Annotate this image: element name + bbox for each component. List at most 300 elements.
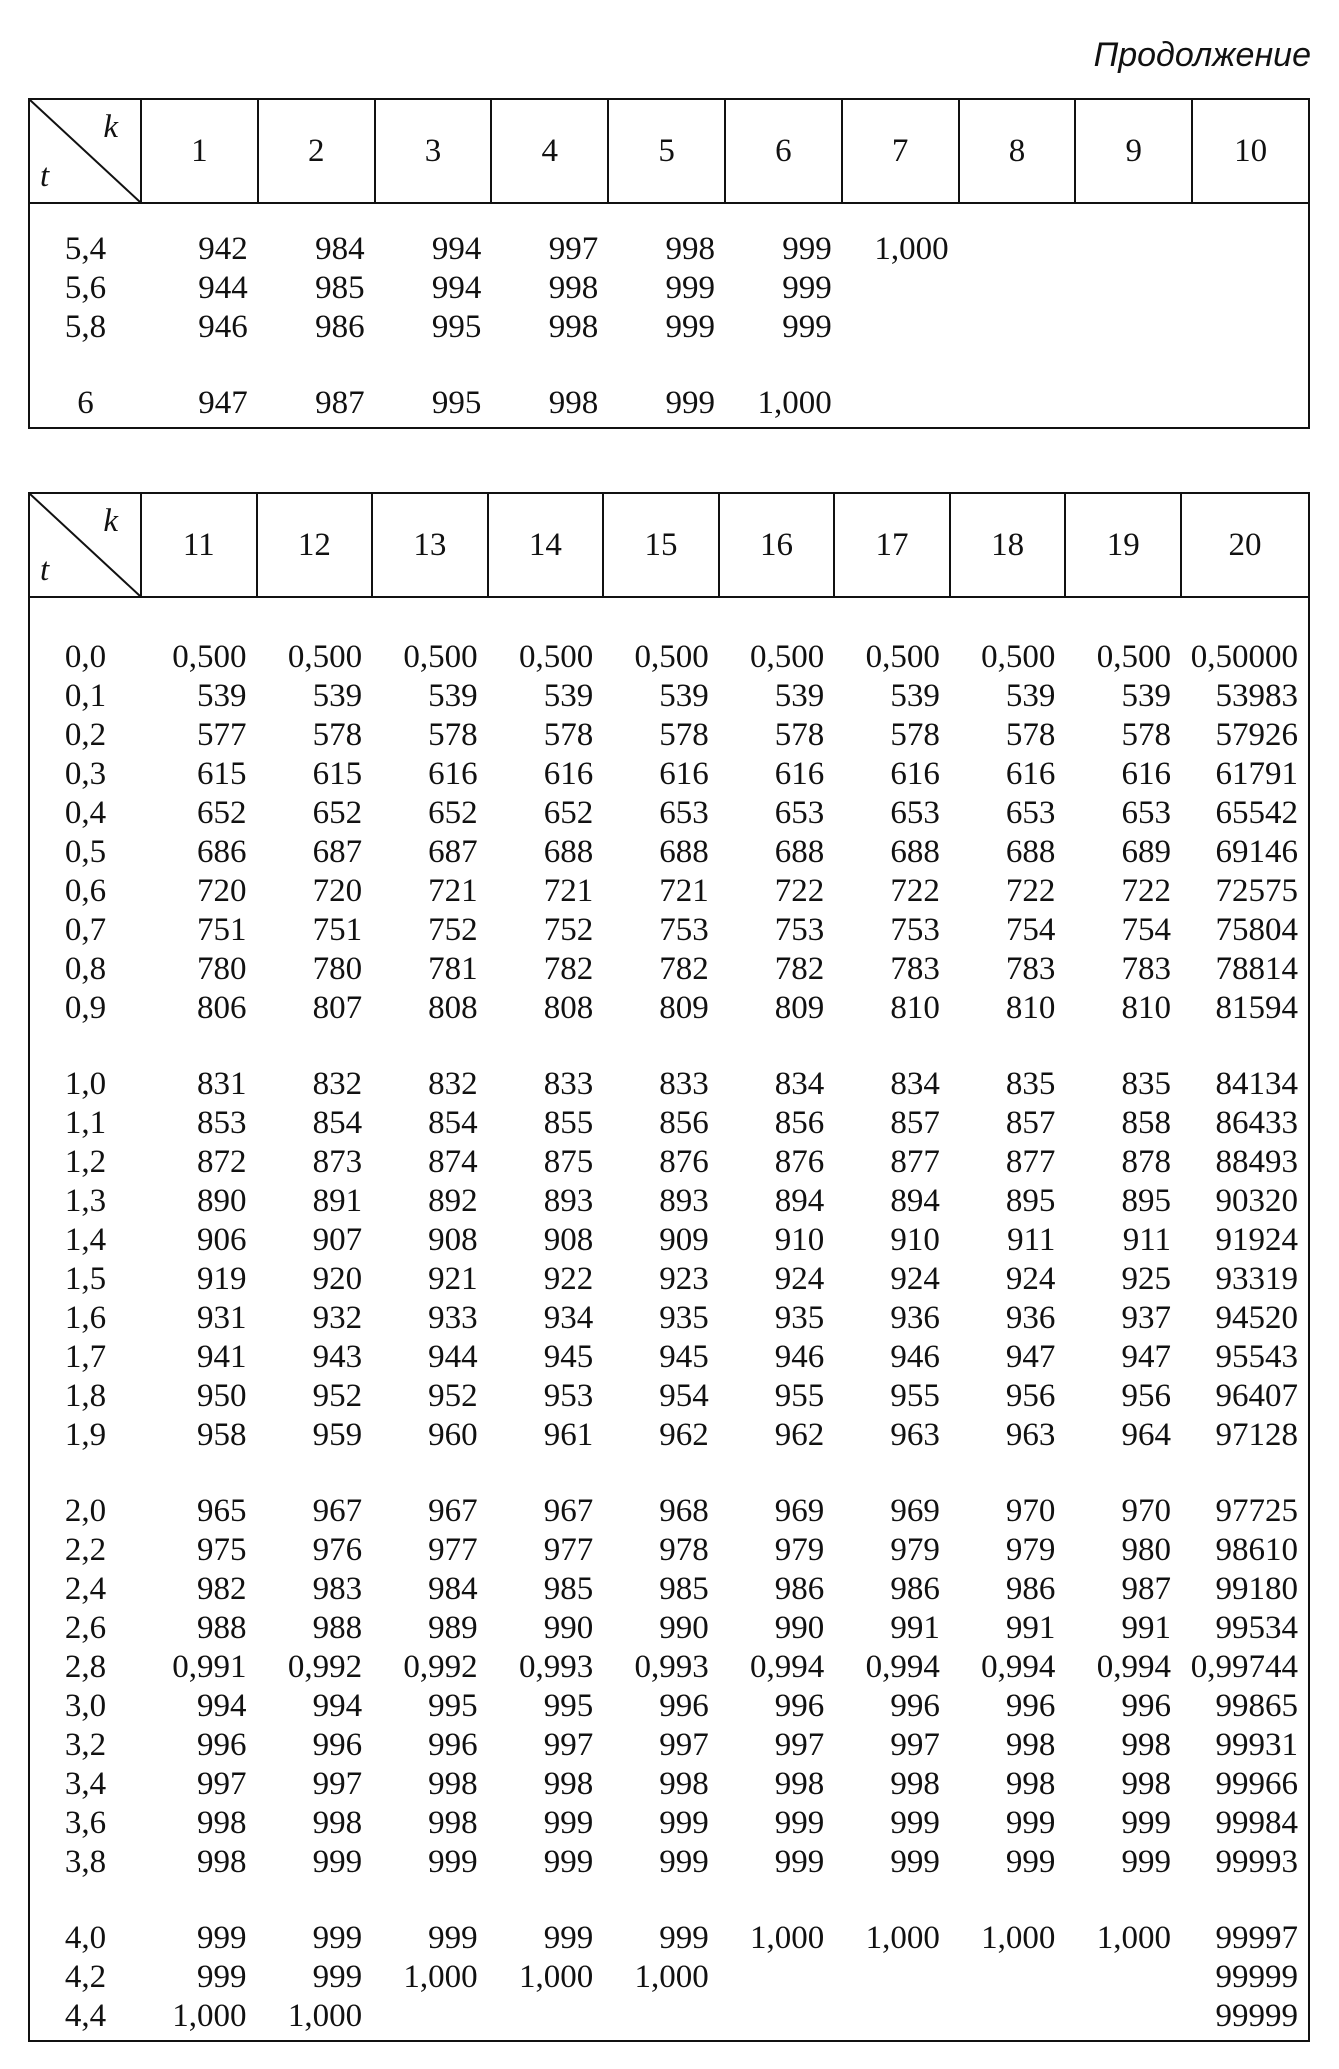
- probability-cell: 999: [1005, 1805, 1056, 1841]
- probability-cell: [719, 1997, 835, 2041]
- probability-cell: 998: [1121, 1766, 1171, 1802]
- table-body: [29, 597, 1309, 2041]
- probability-cell: 976: [312, 1532, 363, 1568]
- probability-cell: 946: [198, 309, 248, 345]
- t-value-cell: 5,6: [64, 270, 107, 306]
- probability-cell: 539: [312, 678, 363, 714]
- table-row: [29, 1997, 1309, 2041]
- probability-cell: [959, 269, 1076, 308]
- header-row: [29, 99, 1309, 203]
- table-row: [29, 911, 1309, 950]
- table-row: [29, 1182, 1309, 1221]
- probability-cell: 994: [431, 270, 482, 306]
- probability-cell: 721: [659, 873, 709, 909]
- probability-cell: 989: [428, 1610, 478, 1646]
- probability-cell: 616: [543, 756, 594, 792]
- probability-cell: 895: [1121, 1183, 1171, 1219]
- probability-cell: 999: [428, 1844, 478, 1880]
- probability-cell: 0,500: [865, 639, 940, 675]
- probability-cell: 616: [774, 756, 825, 792]
- probability-cell: 0,50000: [1190, 639, 1298, 675]
- table-row: [29, 1143, 1309, 1182]
- probability-cell: 995: [431, 309, 482, 345]
- table-row: [29, 1843, 1309, 1882]
- probability-cell: 99999: [1215, 1998, 1298, 2034]
- t-value-cell: 1,1: [64, 1105, 107, 1141]
- column-header-k: 6: [725, 99, 842, 203]
- probability-cell: 950: [197, 1378, 247, 1414]
- probability-cell: [842, 384, 959, 428]
- probability-cell: 935: [659, 1300, 709, 1336]
- probability-cell: 0,994: [981, 1649, 1056, 1685]
- t-value-cell: 1,6: [64, 1300, 107, 1336]
- probability-cell: 807: [312, 990, 363, 1026]
- probability-cell: 877: [890, 1144, 940, 1180]
- probability-cell: [842, 308, 959, 347]
- t-value-cell: 4,0: [64, 1920, 107, 1956]
- probability-cell: 906: [197, 1222, 247, 1258]
- probability-cell: [372, 1997, 488, 2041]
- probability-cell: 955: [890, 1378, 940, 1414]
- t-value-cell: 5,8: [64, 309, 107, 345]
- probability-cell: 84134: [1215, 1066, 1298, 1102]
- probability-cell: 977: [543, 1532, 594, 1568]
- continuation-caption: Продолжение: [1093, 36, 1311, 74]
- probability-cell: 616: [428, 756, 478, 792]
- table-row: [29, 1377, 1309, 1416]
- table-row: [29, 794, 1309, 833]
- probability-cell: 997: [659, 1727, 709, 1763]
- probability-cell: 998: [197, 1844, 247, 1880]
- probability-cell: 688: [1005, 834, 1056, 870]
- probability-cell: 967: [428, 1493, 478, 1529]
- table-row: [29, 1260, 1309, 1299]
- probability-cell: 922: [543, 1261, 594, 1297]
- probability-cell: 909: [659, 1222, 709, 1258]
- probability-cell: 946: [890, 1339, 940, 1375]
- column-header-k: 16: [719, 493, 835, 597]
- table-row: [29, 1492, 1309, 1531]
- probability-cell: 908: [428, 1222, 478, 1258]
- probability-cell: [1192, 308, 1309, 347]
- probability-cell: 999: [782, 309, 832, 345]
- probability-cell: 996: [659, 1688, 709, 1724]
- probability-cell: 782: [659, 951, 709, 987]
- probability-cell: 984: [315, 231, 365, 267]
- t-value-cell: 3,2: [64, 1727, 107, 1763]
- probability-cell: 985: [659, 1571, 709, 1607]
- probability-cell: 810: [1121, 990, 1171, 1026]
- probability-cell: 99931: [1215, 1727, 1298, 1763]
- probability-cell: [959, 203, 1076, 269]
- table-row: [29, 1570, 1309, 1609]
- table-row: [29, 755, 1309, 794]
- probability-cell: 857: [890, 1105, 940, 1141]
- probability-cell: 539: [543, 678, 594, 714]
- probability-cell: 754: [1121, 912, 1171, 948]
- probability-cell: 539: [197, 678, 247, 714]
- t-value-cell: 0,5: [64, 834, 107, 870]
- column-header-k: 8: [959, 99, 1076, 203]
- probability-cell: 937: [1121, 1300, 1171, 1336]
- probability-cell: 539: [1005, 678, 1056, 714]
- probability-cell: 994: [197, 1688, 247, 1724]
- probability-cell: 999: [543, 1920, 594, 1956]
- probability-cell: 61791: [1215, 756, 1298, 792]
- probability-cell: 539: [890, 678, 940, 714]
- probability-cell: 88493: [1215, 1144, 1298, 1180]
- row-gap: [29, 347, 1309, 384]
- probability-cell: 998: [543, 1766, 594, 1802]
- probability-cell: 0,500: [172, 639, 247, 675]
- probability-cell: 90320: [1215, 1183, 1298, 1219]
- probability-cell: 983: [312, 1571, 363, 1607]
- probability-cell: 0,500: [403, 639, 478, 675]
- probability-cell: 872: [197, 1144, 247, 1180]
- row-gap: [29, 1455, 1309, 1492]
- probability-cell: 998: [774, 1766, 825, 1802]
- probability-cell: 0,992: [403, 1649, 478, 1685]
- probability-cell: 969: [890, 1493, 940, 1529]
- probability-cell: 990: [659, 1610, 709, 1646]
- t-value-cell: 0,9: [64, 990, 107, 1026]
- probability-cell: 986: [315, 309, 365, 345]
- probability-cell: 969: [774, 1493, 825, 1529]
- probability-cell: 99993: [1215, 1844, 1298, 1880]
- probability-cell: 988: [197, 1610, 247, 1646]
- probability-cell: 722: [1121, 873, 1171, 909]
- probability-cell: 997: [890, 1727, 940, 1763]
- t-value-cell: 1,9: [64, 1417, 107, 1453]
- column-header-k: 13: [372, 493, 488, 597]
- probability-cell: 652: [197, 795, 247, 831]
- probability-cell: 1,000: [874, 231, 949, 267]
- probability-cell: 753: [774, 912, 825, 948]
- probability-cell: 688: [543, 834, 594, 870]
- probability-cell: [1065, 1958, 1181, 1997]
- column-header-k: 11: [141, 493, 257, 597]
- probability-cell: 893: [543, 1183, 594, 1219]
- table-row: [29, 1726, 1309, 1765]
- probability-cell: 578: [774, 717, 825, 753]
- probability-cell: 970: [1121, 1493, 1171, 1529]
- probability-cell: 91924: [1215, 1222, 1298, 1258]
- probability-cell: 69146: [1215, 834, 1298, 870]
- probability-cell: 943: [312, 1339, 363, 1375]
- probability-cell: 86433: [1215, 1105, 1298, 1141]
- t-value-cell: 0,8: [64, 951, 107, 987]
- probability-cell: 998: [1121, 1727, 1171, 1763]
- probability-cell: 999: [312, 1844, 363, 1880]
- probability-cell: 996: [197, 1727, 247, 1763]
- probability-cell: 945: [543, 1339, 594, 1375]
- probability-cell: [959, 384, 1076, 428]
- row-gap: [29, 1028, 1309, 1065]
- probability-cell: 942: [198, 231, 248, 267]
- probability-cell: 979: [890, 1532, 940, 1568]
- header-row: [29, 493, 1309, 597]
- probability-cell: 688: [659, 834, 709, 870]
- table-row: [29, 1958, 1309, 1997]
- probability-cell: [834, 1997, 950, 2041]
- probability-cell: 833: [543, 1066, 594, 1102]
- probability-cell: 783: [890, 951, 940, 987]
- probability-cell: 998: [428, 1805, 478, 1841]
- probability-cell: 961: [543, 1417, 594, 1453]
- probability-cell: 752: [543, 912, 594, 948]
- probability-cell: 934: [543, 1300, 594, 1336]
- probability-cell: 924: [774, 1261, 825, 1297]
- probability-cell: 999: [665, 309, 715, 345]
- probability-cell: 998: [665, 231, 715, 267]
- probability-cell: 686: [197, 834, 247, 870]
- probability-cell: 616: [890, 756, 940, 792]
- table-row: [29, 1609, 1309, 1648]
- probability-cell: 959: [312, 1417, 363, 1453]
- column-header-k: 3: [375, 99, 492, 203]
- probability-cell: 539: [659, 678, 709, 714]
- column-header-k: 5: [608, 99, 725, 203]
- table-row: [29, 597, 1309, 677]
- probability-cell: 923: [659, 1261, 709, 1297]
- probability-cell: 998: [312, 1805, 363, 1841]
- probability-cell: 970: [1005, 1493, 1056, 1529]
- probability-cell: 997: [543, 1727, 594, 1763]
- table-body: [29, 203, 1309, 428]
- table-row: [29, 1765, 1309, 1804]
- corner-header-cell: [29, 99, 141, 203]
- t-value-cell: 3,4: [64, 1766, 107, 1802]
- gap-cell: [29, 1028, 1309, 1065]
- probability-cell: 806: [197, 990, 247, 1026]
- probability-cell: 858: [1121, 1105, 1171, 1141]
- probability-cell: 578: [890, 717, 940, 753]
- probability-cell: 962: [774, 1417, 825, 1453]
- table-row: [29, 1804, 1309, 1843]
- probability-cell: 892: [428, 1183, 478, 1219]
- probability-cell: 999: [665, 270, 715, 306]
- gap-cell: [29, 1882, 1309, 1919]
- probability-cell: [950, 1958, 1066, 1997]
- probability-cell: 808: [543, 990, 594, 1026]
- table-k1-10: [28, 98, 1310, 429]
- probability-cell: 0,99744: [1190, 1649, 1298, 1685]
- probability-cell: 999: [1121, 1844, 1171, 1880]
- probability-cell: 985: [315, 270, 365, 306]
- column-header-k: 14: [488, 493, 604, 597]
- table-row: [29, 269, 1309, 308]
- probability-cell: [1075, 308, 1192, 347]
- probability-cell: 946: [774, 1339, 825, 1375]
- probability-cell: 99999: [1215, 1959, 1298, 1995]
- probability-cell: 0,500: [1096, 639, 1171, 675]
- probability-cell: 952: [312, 1378, 363, 1414]
- probability-cell: 810: [1005, 990, 1056, 1026]
- column-header-k: 10: [1192, 99, 1309, 203]
- table-row: [29, 716, 1309, 755]
- probability-cell: 616: [1005, 756, 1056, 792]
- probability-cell: 925: [1121, 1261, 1171, 1297]
- probability-cell: 539: [1121, 678, 1171, 714]
- probability-cell: 910: [890, 1222, 940, 1258]
- probability-cell: 615: [312, 756, 363, 792]
- table-row: [29, 677, 1309, 716]
- probability-cell: 998: [890, 1766, 940, 1802]
- probability-cell: 995: [431, 385, 482, 421]
- probability-cell: 0,500: [287, 639, 363, 675]
- probability-cell: 987: [1121, 1571, 1171, 1607]
- probability-cell: 932: [312, 1300, 363, 1336]
- probability-cell: 780: [197, 951, 247, 987]
- probability-cell: 1,000: [865, 1920, 940, 1956]
- probability-cell: 910: [774, 1222, 825, 1258]
- probability-cell: 855: [543, 1105, 594, 1141]
- probability-cell: 832: [312, 1066, 363, 1102]
- probability-cell: 653: [1121, 795, 1171, 831]
- probability-cell: 894: [774, 1183, 825, 1219]
- probability-cell: 873: [312, 1144, 363, 1180]
- probability-cell: 924: [890, 1261, 940, 1297]
- probability-cell: 81594: [1215, 990, 1298, 1026]
- table-row: [29, 1919, 1309, 1958]
- column-header-k: 19: [1065, 493, 1181, 597]
- probability-cell: [1192, 269, 1309, 308]
- probability-cell: 653: [659, 795, 709, 831]
- probability-cell: 997: [197, 1766, 247, 1802]
- probability-cell: 99534: [1215, 1610, 1298, 1646]
- probability-cell: 999: [312, 1920, 363, 1956]
- probability-cell: 999: [543, 1805, 594, 1841]
- probability-cell: 999: [890, 1805, 940, 1841]
- probability-cell: [1065, 1997, 1181, 2041]
- probability-cell: [1075, 203, 1192, 269]
- probability-cell: 947: [1121, 1339, 1171, 1375]
- probability-cell: 955: [774, 1378, 825, 1414]
- probability-cell: 751: [312, 912, 363, 948]
- t-value-cell: 1,5: [64, 1261, 107, 1297]
- probability-cell: 891: [312, 1183, 363, 1219]
- probability-cell: [950, 1997, 1066, 2041]
- probability-cell: 782: [543, 951, 594, 987]
- probability-cell: 978: [659, 1532, 709, 1568]
- probability-cell: 0,993: [518, 1649, 594, 1685]
- corner-header-cell: [29, 493, 141, 597]
- probability-cell: 945: [659, 1339, 709, 1375]
- probability-cell: 956: [1005, 1378, 1056, 1414]
- probability-cell: 783: [1005, 951, 1056, 987]
- column-header-k: 20: [1181, 493, 1309, 597]
- probability-cell: 908: [543, 1222, 594, 1258]
- probability-cell: 72575: [1215, 873, 1298, 909]
- probability-cell: [603, 1997, 719, 2041]
- column-header-k: 17: [834, 493, 950, 597]
- probability-cell: 65542: [1215, 795, 1298, 831]
- probability-cell: 1,000: [1096, 1920, 1171, 1956]
- probability-cell: 968: [659, 1493, 709, 1529]
- probability-cell: 878: [1121, 1144, 1171, 1180]
- probability-cell: 578: [659, 717, 709, 753]
- probability-cell: 998: [428, 1766, 478, 1802]
- probability-cell: 960: [428, 1417, 478, 1453]
- probability-cell: [959, 308, 1076, 347]
- probability-cell: 0,500: [634, 639, 709, 675]
- probability-cell: 991: [1005, 1610, 1056, 1646]
- probability-cell: 754: [1005, 912, 1056, 948]
- probability-cell: 97128: [1215, 1417, 1298, 1453]
- probability-cell: [834, 1958, 950, 1997]
- column-header-k: 15: [603, 493, 719, 597]
- t-value-cell: 1,3: [64, 1183, 107, 1219]
- probability-cell: 835: [1005, 1066, 1056, 1102]
- table-row: [29, 872, 1309, 911]
- probability-cell: 919: [197, 1261, 247, 1297]
- t-value-cell: 0,0: [64, 639, 107, 675]
- probability-cell: 751: [197, 912, 247, 948]
- table-row: [29, 384, 1309, 428]
- probability-cell: 578: [543, 717, 594, 753]
- probability-cell: 831: [197, 1066, 247, 1102]
- probability-cell: 953: [543, 1378, 594, 1414]
- probability-cell: 722: [890, 873, 940, 909]
- probability-cell: 753: [890, 912, 940, 948]
- probability-cell: 0,500: [750, 639, 825, 675]
- probability-cell: 578: [312, 717, 363, 753]
- probability-cell: 616: [1121, 756, 1171, 792]
- probability-cell: 1,000: [750, 1920, 825, 1956]
- probability-cell: 653: [1005, 795, 1056, 831]
- probability-cell: 577: [197, 717, 247, 753]
- probability-cell: 753: [659, 912, 709, 948]
- probability-cell: 997: [312, 1766, 363, 1802]
- probability-cell: 0,994: [750, 1649, 825, 1685]
- probability-cell: 1,000: [287, 1998, 363, 2034]
- probability-cell: 944: [428, 1339, 478, 1375]
- probability-cell: 995: [543, 1688, 594, 1724]
- probability-cell: 856: [774, 1105, 825, 1141]
- probability-cell: 876: [774, 1144, 825, 1180]
- probability-cell: 999: [428, 1920, 478, 1956]
- table-row: [29, 1299, 1309, 1338]
- t-value-cell: 0,7: [64, 912, 107, 948]
- probability-cell: 834: [890, 1066, 940, 1102]
- probability-cell: 875: [543, 1144, 594, 1180]
- probability-cell: 967: [312, 1493, 363, 1529]
- probability-cell: 808: [428, 990, 478, 1026]
- probability-cell: 933: [428, 1300, 478, 1336]
- probability-cell: 954: [659, 1378, 709, 1414]
- probability-cell: [719, 1958, 835, 1997]
- probability-cell: 986: [890, 1571, 940, 1607]
- t-value-cell: 2,6: [64, 1610, 107, 1646]
- probability-cell: 947: [1005, 1339, 1056, 1375]
- probability-cell: 893: [659, 1183, 709, 1219]
- probability-cell: 720: [197, 873, 247, 909]
- probability-cell: 687: [312, 834, 363, 870]
- table-k11-20: [28, 492, 1310, 2042]
- probability-cell: 999: [665, 385, 715, 421]
- probability-cell: 921: [428, 1261, 478, 1297]
- probability-cell: 1,000: [172, 1998, 247, 2034]
- probability-cell: 97725: [1215, 1493, 1298, 1529]
- t-value-cell: 3,0: [64, 1688, 107, 1724]
- probability-cell: 952: [428, 1378, 478, 1414]
- probability-cell: 832: [428, 1066, 478, 1102]
- probability-cell: 999: [1005, 1844, 1056, 1880]
- probability-cell: 967: [543, 1493, 594, 1529]
- probability-cell: 999: [1121, 1805, 1171, 1841]
- probability-cell: 688: [890, 834, 940, 870]
- probability-cell: 752: [428, 912, 478, 948]
